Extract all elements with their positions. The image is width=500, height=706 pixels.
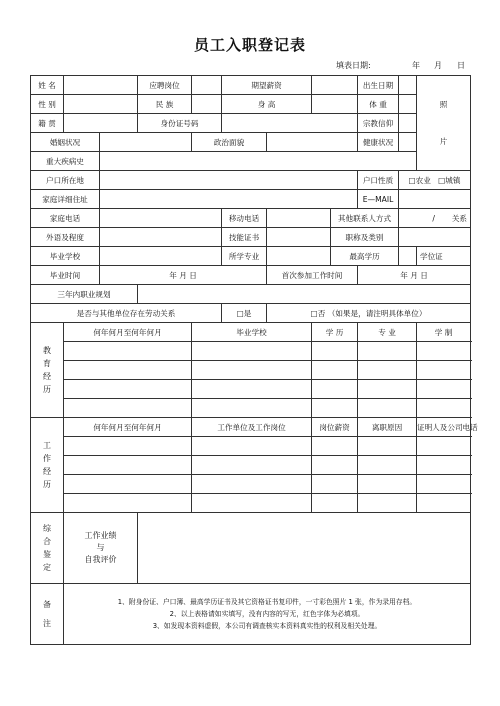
edu-char-1: 教 [43, 346, 51, 355]
work-cell-reference[interactable] [417, 456, 471, 475]
label-hukou: 户口所在地 [31, 171, 100, 190]
note-line-2: 2、以上表格请如实填写，没有内容的写无，红色字体为必填项。 [169, 610, 365, 618]
notes-content [64, 584, 471, 645]
label-mobile: 移动电话 [222, 209, 267, 228]
label-salary: 期望薪资 [222, 76, 312, 95]
edu-cell-period[interactable] [64, 342, 192, 361]
work-char-3: 经 [43, 467, 51, 476]
work-cell-period[interactable] [64, 494, 192, 513]
field-self-evaluation[interactable] [138, 513, 471, 584]
self-eval-line-2: 与 [96, 543, 105, 552]
work-header-reason: 离职原因 [358, 418, 417, 437]
work-cell-period[interactable] [64, 475, 192, 494]
work-header-salary: 岗位薪资 [312, 418, 358, 437]
registration-form [30, 75, 478, 645]
label-home-phone: 家庭电话 [31, 209, 100, 228]
field-school[interactable] [100, 247, 222, 266]
work-cell-reason[interactable] [358, 437, 417, 456]
work-cell-employer[interactable] [192, 456, 312, 475]
self-eval-line-1: 工作业绩 [84, 531, 117, 540]
work-row [31, 494, 471, 513]
label-career-plan: 三年内职业规划 [31, 285, 138, 304]
label-marital: 婚姻状况 [31, 133, 100, 152]
field-grad-time[interactable]: 年 月 日 [100, 266, 267, 285]
education-section-label [31, 323, 64, 418]
label-address: 家庭详细住址 [31, 190, 100, 209]
fill-date-year: 年 [412, 61, 420, 70]
edu-cell-degree[interactable] [312, 399, 358, 418]
work-cell-reason[interactable] [358, 494, 417, 513]
work-header-employer: 工作单位及工作岗位 [192, 418, 312, 437]
form-title: 员工入职登记表 [193, 36, 306, 54]
label-labor-relation: 是否与其他单位存在劳动关系 [31, 304, 222, 323]
field-id-no[interactable] [222, 114, 358, 133]
checkbox-labor-yes[interactable]: □是 [222, 304, 267, 323]
label-school: 毕业学校 [31, 247, 100, 266]
label-position: 应聘岗位 [138, 76, 192, 95]
work-row [31, 437, 471, 456]
field-religion[interactable] [399, 114, 417, 133]
self-eval-line-3: 自我评价 [84, 555, 117, 564]
field-address[interactable] [100, 190, 358, 209]
label-disease: 重大疾病史 [31, 152, 100, 171]
field-native[interactable] [64, 114, 138, 133]
work-cell-salary[interactable] [312, 456, 358, 475]
edu-header-school: 毕业学校 [192, 323, 312, 342]
label-skill-cert: 技能证书 [222, 228, 267, 247]
checkbox-labor-no[interactable]: □否 （如果是，请注明具体单位） [267, 304, 471, 323]
label-other-contact: 其他联系人方式 [331, 209, 399, 228]
edu-char-3: 经 [43, 372, 51, 381]
edu-cell-major[interactable] [358, 342, 417, 361]
work-cell-period[interactable] [64, 456, 192, 475]
label-email: E—MAIL [358, 190, 399, 209]
edu-cell-school[interactable] [192, 380, 312, 399]
edu-cell-degree[interactable] [312, 361, 358, 380]
label-ethnicity: 民 族 [138, 95, 192, 114]
field-salary[interactable] [312, 76, 358, 95]
edu-cell-period[interactable] [64, 361, 192, 380]
field-other-contact[interactable] [399, 209, 471, 228]
field-health[interactable] [399, 133, 417, 152]
field-marital[interactable] [100, 133, 192, 152]
fill-date-day: 日 [457, 61, 465, 70]
label-health: 健康状况 [358, 133, 399, 152]
label-name: 姓 名 [31, 76, 64, 95]
field-first-work[interactable]: 年 月 日 [358, 266, 471, 285]
note-line-1: 1、附身份证、户口簿、最高学历证书及其它资格证书复印件，一寸彩色照片 1 张，作为录用存档。 [117, 598, 417, 606]
notes-section-label [31, 584, 64, 645]
label-political: 政治面貌 [192, 133, 267, 152]
label-height: 身 高 [222, 95, 312, 114]
edu-cell-period[interactable] [64, 380, 192, 399]
edu-row [31, 399, 471, 418]
label-title-category: 职称及类别 [331, 228, 399, 247]
edu-cell-school[interactable] [192, 361, 312, 380]
edu-cell-school[interactable] [192, 342, 312, 361]
field-disease[interactable] [100, 152, 417, 171]
edu-char-4: 历 [43, 385, 51, 394]
appraisal-section-label [31, 513, 64, 584]
field-home-phone[interactable] [100, 209, 222, 228]
notes-char-1: 备 [43, 600, 51, 609]
field-major[interactable] [267, 247, 331, 266]
label-language: 外语及程度 [31, 228, 100, 247]
field-political[interactable] [267, 133, 358, 152]
work-cell-employer[interactable] [192, 437, 312, 456]
edu-row [31, 342, 471, 361]
field-position[interactable] [192, 76, 222, 95]
note-line-3: 3、如发现本资料虚假，本公司有调查核实本资料真实性的权利及相关处理。 [152, 622, 382, 630]
fill-date-label: 填表日期: [336, 61, 371, 70]
edu-cell-duration[interactable] [417, 399, 471, 418]
edu-row [31, 361, 471, 380]
field-birth[interactable] [399, 76, 417, 95]
work-char-2: 作 [43, 454, 51, 463]
field-name[interactable] [64, 76, 138, 95]
label-native: 籍 贯 [31, 114, 64, 133]
edu-cell-degree[interactable] [312, 380, 358, 399]
work-cell-reference[interactable] [417, 475, 471, 494]
hukou-type-options [399, 171, 471, 190]
work-char-1: 工 [43, 441, 51, 450]
edu-header-period: 何年何月至何年何月 [64, 323, 192, 342]
edu-cell-major[interactable] [358, 399, 417, 418]
appraisal-char-4: 定 [43, 563, 51, 572]
edu-cell-period[interactable] [64, 399, 192, 418]
edu-cell-duration[interactable] [417, 342, 471, 361]
work-header-reference: 证明人及公司电话 [417, 418, 471, 437]
work-cell-employer[interactable] [192, 494, 312, 513]
field-title-category[interactable] [399, 228, 471, 247]
photo-box[interactable] [417, 76, 471, 171]
edu-char-2: 育 [43, 359, 51, 368]
photo-char-1: 照 [439, 100, 448, 109]
field-weight[interactable] [399, 95, 417, 114]
contact-relation: 关系 [451, 213, 467, 223]
photo-char-2: 片 [439, 137, 448, 146]
field-ethnicity[interactable] [192, 95, 222, 114]
work-row [31, 456, 471, 475]
field-gender[interactable] [64, 95, 138, 114]
work-char-4: 历 [43, 480, 51, 489]
notes-char-2: 注 [43, 619, 51, 628]
work-cell-period[interactable] [64, 437, 192, 456]
appraisal-char-3: 鉴 [43, 550, 51, 559]
label-first-work: 首次参加工作时间 [267, 266, 358, 285]
field-skill-cert[interactable] [267, 228, 331, 247]
field-email[interactable] [399, 190, 471, 209]
appraisal-char-1: 综 [43, 524, 51, 533]
label-hukou-type: 户口性质 [358, 171, 399, 190]
label-weight: 体 重 [358, 95, 399, 114]
label-degree-cert: 学位证 [417, 247, 471, 266]
field-hukou[interactable] [100, 171, 358, 190]
field-language[interactable] [100, 228, 222, 247]
edu-row [31, 380, 471, 399]
field-mobile[interactable] [267, 209, 331, 228]
work-cell-reason[interactable] [358, 475, 417, 494]
work-cell-reason[interactable] [358, 456, 417, 475]
edu-cell-degree[interactable] [312, 342, 358, 361]
field-height[interactable] [312, 95, 358, 114]
edu-cell-school[interactable] [192, 399, 312, 418]
label-grad-time: 毕业时间 [31, 266, 100, 285]
contact-slash: / [432, 213, 435, 223]
work-cell-employer[interactable] [192, 475, 312, 494]
label-id-no: 身份证号码 [138, 114, 222, 133]
work-cell-reference[interactable] [417, 494, 471, 513]
work-header-period: 何年何月至何年何月 [64, 418, 192, 437]
label-religion: 宗教信仰 [358, 114, 399, 133]
work-section-label [31, 418, 64, 513]
field-career-plan[interactable] [138, 285, 471, 304]
fill-date-month: 月 [434, 61, 442, 70]
work-cell-salary[interactable] [312, 494, 358, 513]
edu-header-duration: 学 制 [417, 323, 471, 342]
label-birth: 出生日期 [358, 76, 399, 95]
work-cell-salary[interactable] [312, 437, 358, 456]
edu-cell-major[interactable] [358, 361, 417, 380]
fill-date [0, 60, 500, 74]
work-row [31, 475, 471, 494]
edu-cell-major[interactable] [358, 380, 417, 399]
work-cell-reference[interactable] [417, 437, 471, 456]
checkbox-rural[interactable]: □农业 [408, 175, 431, 185]
checkbox-urban[interactable]: □城镇 [438, 175, 461, 185]
self-evaluation-label [64, 513, 138, 584]
edu-header-major: 专 业 [358, 323, 417, 342]
field-degree[interactable] [399, 247, 417, 266]
label-gender: 性 别 [31, 95, 64, 114]
edu-header-degree: 学 历 [312, 323, 358, 342]
work-cell-salary[interactable] [312, 475, 358, 494]
label-degree: 最高学历 [331, 247, 399, 266]
appraisal-char-2: 合 [43, 537, 51, 546]
label-major: 所学专业 [222, 247, 267, 266]
edu-cell-duration[interactable] [417, 361, 471, 380]
edu-cell-duration[interactable] [417, 380, 471, 399]
